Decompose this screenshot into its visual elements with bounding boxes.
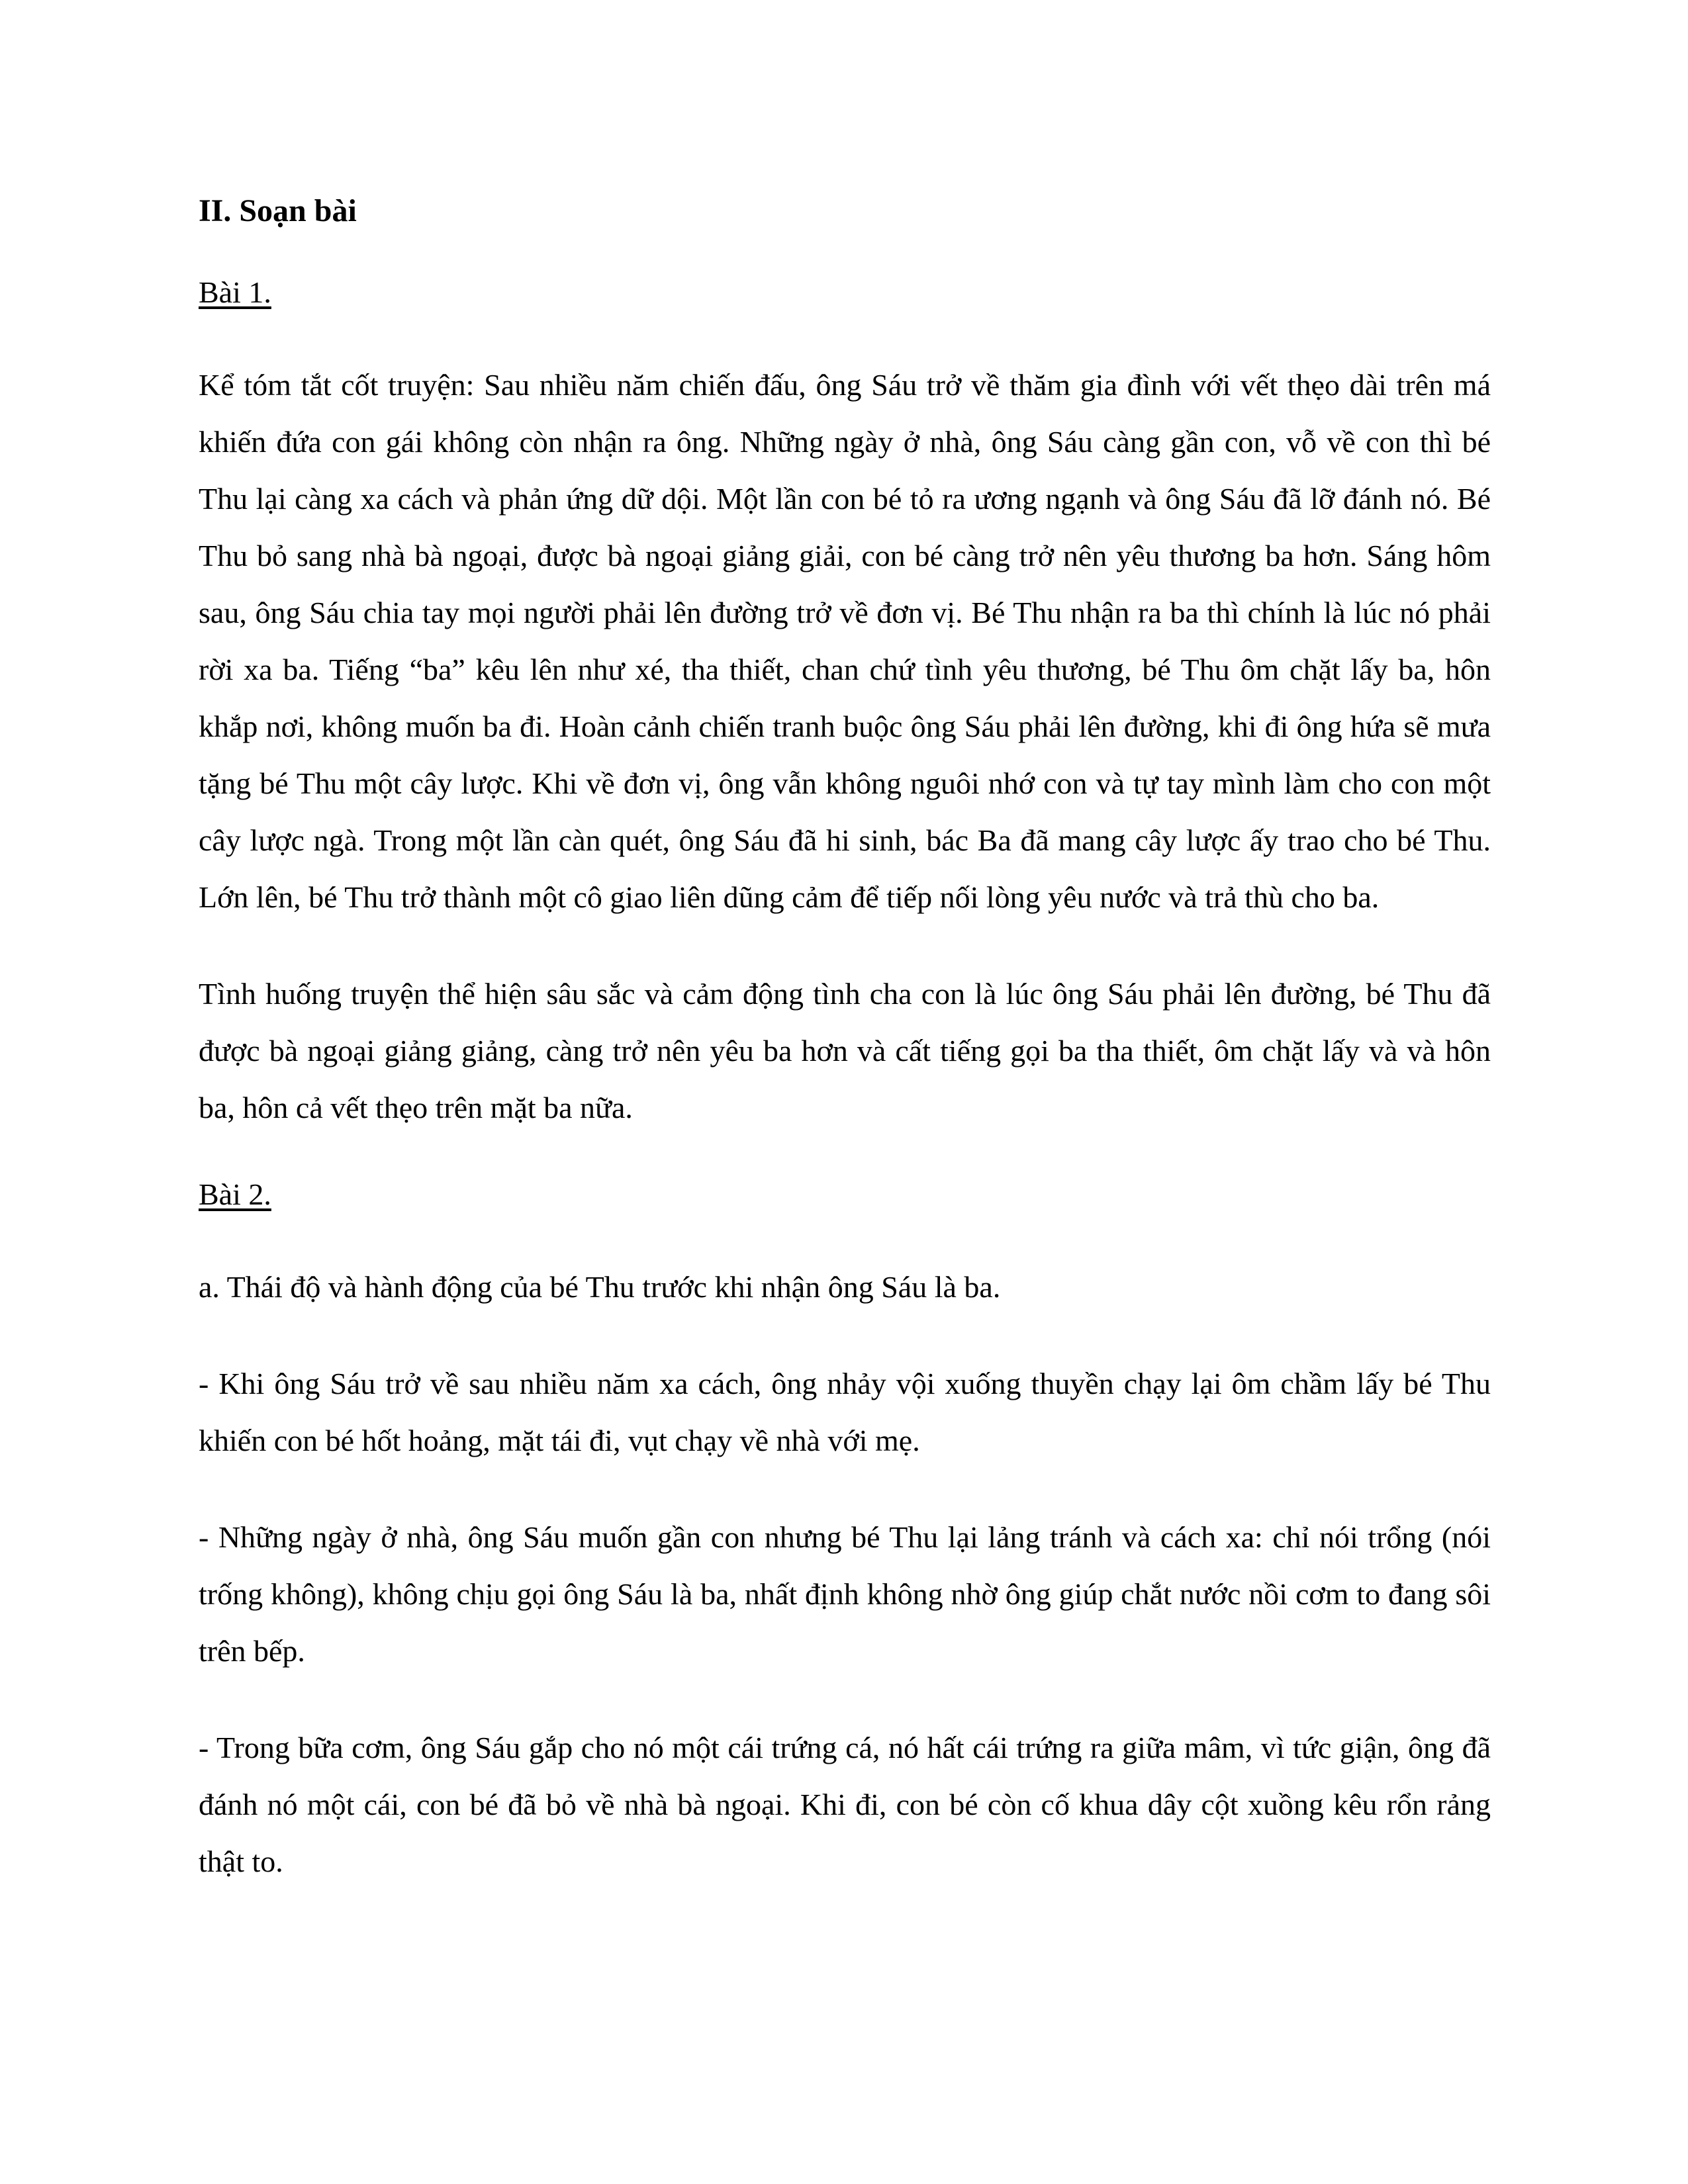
bai2-point-1: - Khi ông Sáu trở về sau nhiều năm xa cách, ông nhảy vội xuống thuyền chạy lại ôm chầm lấy bé Thu khiến con bé hốt hoảng, mặt tái đi, vụt chạy về nhà với mẹ. bbox=[199, 1366, 1491, 1457]
bai2-heading: Bài 2. bbox=[199, 1177, 271, 1211]
section-title: II. Soạn bài bbox=[199, 193, 357, 228]
bai2-point-2: - Những ngày ở nhà, ông Sáu muốn gần con nhưng bé Thu lại lảng tránh và cách xa: chỉ nói trổng (nói trống không), không chịu gọi ông Sáu là ba, nhất định không nhờ ông giúp chắt nước nồi cơm to đang sôi trên bếp. bbox=[199, 1520, 1491, 1668]
page-content bbox=[199, 192, 1491, 1930]
bai1-situation-paragraph: Tình huống truyện thể hiện sâu sắc và cảm động tình cha con là lúc ông Sáu phải lên đường, bé Thu đã được bà ngoại giảng giảng, càng trở nên yêu ba hơn và cất tiếng gọi ba tha thiết, ôm chặt lấy và và hôn ba, hôn cả vết thẹo trên mặt ba nữa. bbox=[199, 976, 1491, 1124]
bai1-summary-paragraph: Kể tóm tắt cốt truyện: Sau nhiều năm chiến đấu, ông Sáu trở về thăm gia đình với vết thẹo dài trên má khiến đứa con gái không còn nhận ra ông. Những ngày ở nhà, ông Sáu càng gần con, vỗ về con thì bé Thu lại càng xa cách và phản ứng dữ dội. Một lần con bé tỏ ra ương ngạnh và ông Sáu đã lỡ đánh nó. Bé Thu bỏ sang nhà bà ngoại, được bà ngoại giảng giải, con bé càng trở nên yêu thương ba hơn. Sáng hôm sau, ông Sáu chia tay mọi người phải lên đường trở về đơn vị. Bé Thu nhận ra ba thì chính là lúc nó phải rời xa ba. Tiếng “ba” kêu lên như xé, tha thiết, chan chứ tình yêu thương, bé Thu ôm chặt lấy ba, hôn khắp nơi, không muốn ba đi. Hoàn cảnh chiến tranh buộc ông Sáu phải lên đường, khi đi ông hứa sẽ mưa tặng bé Thu một cây lược. Khi về đơn vị, ông vẫn không nguôi nhớ con và tự tay mình làm cho con một cây lược ngà. Trong một lần càn quét, ông Sáu đã hi sinh, bác Ba đã mang cây lược ấy trao cho bé Thu. Lớn lên, bé Thu trở thành một cô giao liên dũng cảm để tiếp nối lòng yêu nước và trả thù cho ba. bbox=[199, 367, 1491, 914]
bai2-part-a: a. Thái độ và hành động của bé Thu trước khi nhận ông Sáu là ba. bbox=[199, 1269, 1001, 1304]
bai1-heading: Bài 1. bbox=[199, 275, 271, 309]
bai2-point-3: - Trong bữa cơm, ông Sáu gắp cho nó một cái trứng cá, nó hất cái trứng ra giữa mâm, vì tức giận, ông đã đánh nó một cái, con bé đã bỏ về nhà bà ngoại. Khi đi, con bé còn cố khua dây cột xuồng kêu rổn rảng thật to. bbox=[199, 1730, 1491, 1878]
